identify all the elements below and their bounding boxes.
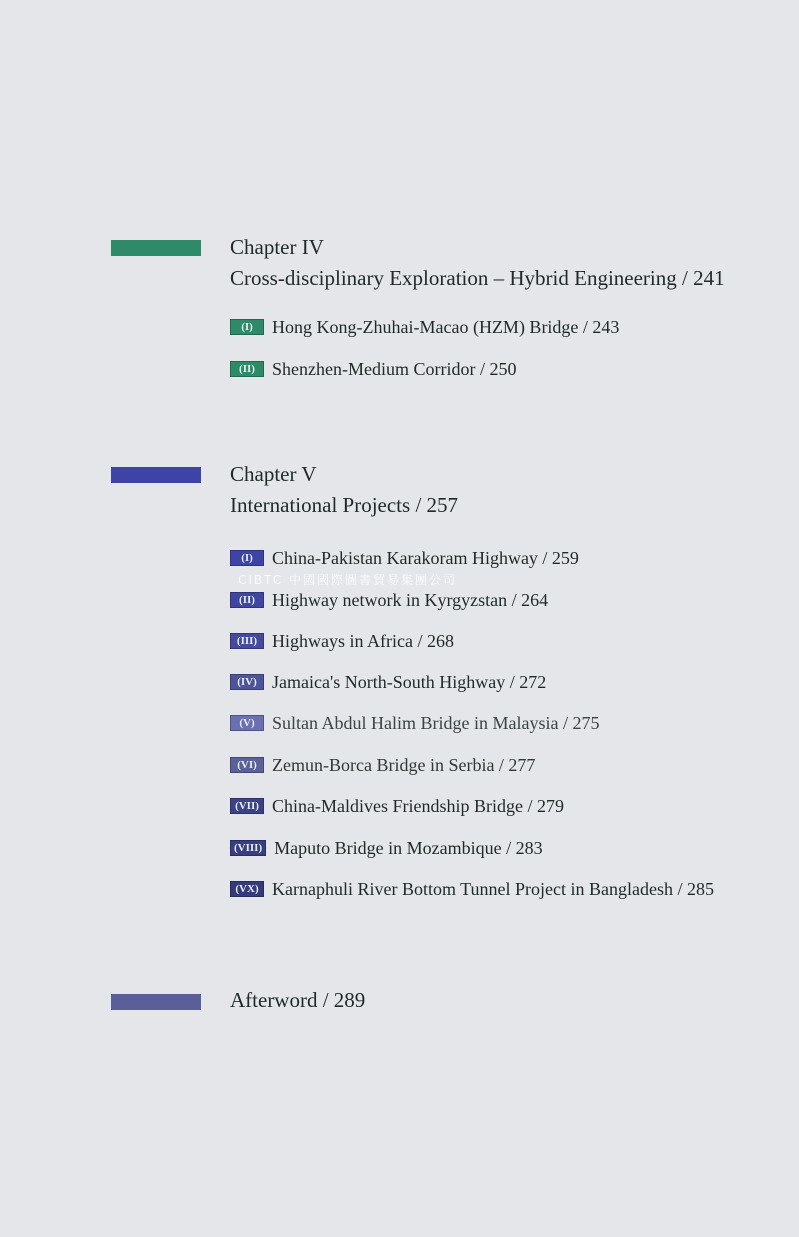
toc-entry-text: Jamaica's North-South Highway / 272	[272, 672, 547, 692]
toc-entry[interactable]	[230, 712, 599, 734]
publisher-watermark: CIBTC 中國國際圖書貿易集團公司	[238, 573, 457, 587]
toc-entry-text: Karnaphuli River Bottom Tunnel Project in Bangladesh / 285	[272, 879, 714, 899]
section-number-badge: (VIII)	[230, 840, 266, 856]
section-number-badge: (VX)	[230, 881, 264, 897]
afterword-title[interactable]: Afterword / 289	[230, 988, 366, 1012]
chapter-v-heading	[230, 459, 458, 521]
chapter-v-label: Chapter V	[230, 462, 317, 486]
afterword-color-bar	[111, 994, 201, 1010]
toc-entry-text: Highways in Africa / 268	[272, 631, 454, 651]
section-number-badge: (V)	[230, 715, 264, 731]
chapter-iv-title[interactable]: Cross-disciplinary Exploration – Hybrid Engineering / 241	[230, 266, 725, 290]
chapter-iv-color-bar	[111, 240, 201, 256]
section-number-badge: (I)	[230, 319, 264, 335]
section-number-badge: (IV)	[230, 674, 264, 690]
chapter-iv-heading	[230, 232, 725, 294]
toc-entry[interactable]	[230, 589, 548, 611]
toc-entry-text: Highway network in Kyrgyzstan / 264	[272, 590, 549, 610]
toc-entry[interactable]	[230, 630, 454, 652]
section-number-badge: (III)	[230, 633, 264, 649]
toc-entry[interactable]	[230, 547, 579, 569]
toc-entry-text: China-Pakistan Karakoram Highway / 259	[272, 548, 579, 568]
section-number-badge: (VII)	[230, 798, 264, 814]
toc-entry-text: Maputo Bridge in Mozambique / 283	[274, 838, 543, 858]
toc-entry-text: Zemun-Borca Bridge in Serbia / 277	[272, 755, 536, 775]
toc-entry-text: Hong Kong-Zhuhai-Macao (HZM) Bridge / 243	[272, 317, 620, 337]
chapter-v-color-bar	[111, 467, 201, 483]
toc-entry[interactable]	[230, 754, 535, 776]
section-number-badge: (II)	[230, 592, 264, 608]
toc-entry-text: Shenzhen-Medium Corridor / 250	[272, 359, 517, 379]
section-number-badge: (I)	[230, 550, 264, 566]
section-number-badge: (II)	[230, 361, 264, 377]
chapter-iv-label: Chapter IV	[230, 235, 324, 259]
toc-entry[interactable]	[230, 878, 714, 900]
toc-entry[interactable]	[230, 316, 619, 338]
section-number-badge: (VI)	[230, 757, 264, 773]
toc-entry[interactable]	[230, 671, 546, 693]
toc-entry-text: China-Maldives Friendship Bridge / 279	[272, 796, 564, 816]
toc-entry-text: Sultan Abdul Halim Bridge in Malaysia / 275	[272, 713, 600, 733]
toc-entry[interactable]	[230, 795, 564, 817]
chapter-v-title[interactable]: International Projects / 257	[230, 493, 459, 517]
toc-entry[interactable]	[230, 837, 543, 859]
toc-entry[interactable]	[230, 358, 516, 380]
